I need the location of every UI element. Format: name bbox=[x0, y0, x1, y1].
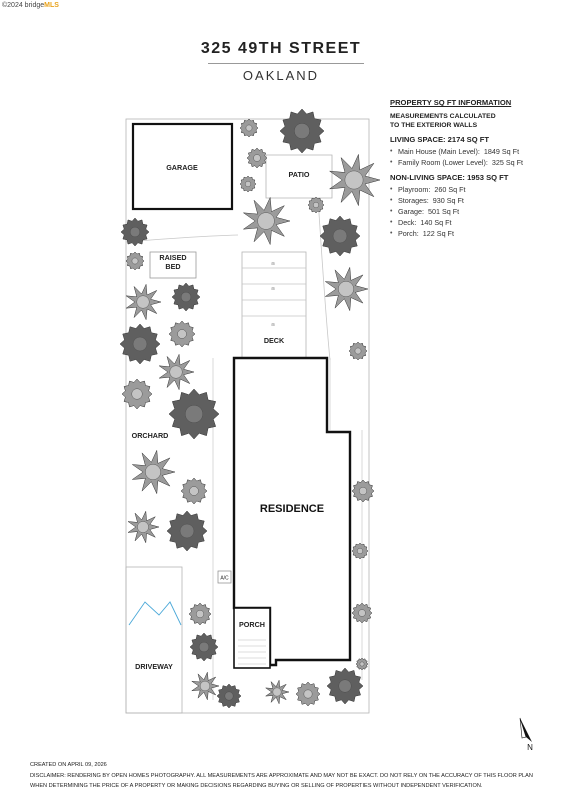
tree-icon bbox=[169, 321, 195, 347]
tree-icon bbox=[247, 148, 267, 168]
disclaimer-line-2: WHEN DETERMINING THE PRICE OF A PROPERTY OR MAKING DECISIONS REGARDING BUYING OR SELLING OF PROPERTIES WITHOUT INDEPENDENT VERIFICATION. bbox=[30, 783, 483, 789]
tree-icon bbox=[128, 511, 159, 543]
tree-icon bbox=[240, 119, 258, 137]
svg-text:⊞: ⊞ bbox=[271, 261, 275, 266]
tree-icon bbox=[132, 450, 175, 493]
tree-icon bbox=[330, 154, 380, 205]
page-title: 325 49TH STREET bbox=[200, 40, 362, 57]
watermark-logo: MLS bbox=[44, 2, 59, 9]
north-label: N bbox=[527, 743, 533, 752]
tree-icon bbox=[327, 668, 363, 704]
tree-icon bbox=[266, 680, 289, 704]
deck-label: DECK bbox=[263, 336, 285, 345]
patio-label: PATIO bbox=[288, 170, 310, 179]
tree-icon bbox=[172, 283, 200, 311]
driveway-outline bbox=[126, 567, 182, 713]
page-subtitle: OAKLAND bbox=[242, 68, 320, 83]
list-item: • Playroom: 260 Sq Ft bbox=[390, 184, 560, 195]
list-item: • Family Room (Lower Level): 325 Sq Ft bbox=[390, 157, 560, 168]
porch-outline bbox=[234, 608, 270, 668]
tree-icon bbox=[121, 218, 149, 246]
list-item: • Deck: 140 Sq Ft bbox=[390, 217, 560, 228]
tree-icon bbox=[159, 354, 194, 389]
living-space-title: LIVING SPACE: 2174 SQ FT bbox=[390, 135, 490, 144]
watermark-text: ©2024 bridge bbox=[2, 2, 45, 9]
list-item: • Storages: 930 Sq Ft bbox=[390, 195, 560, 206]
info-subheading: MEASUREMENTS CALCULATED TO THE EXTERIOR WALLS bbox=[390, 113, 496, 129]
tree-icon bbox=[325, 267, 368, 310]
ac-label: A/C bbox=[220, 575, 229, 582]
list-item: • Porch: 122 Sq Ft bbox=[390, 228, 560, 239]
tree-icon bbox=[192, 672, 219, 700]
tree-icon bbox=[243, 197, 290, 244]
tree-icon bbox=[352, 543, 368, 559]
list-item: • Main House (Main Level): 1849 Sq Ft bbox=[390, 146, 560, 157]
tree-icon bbox=[280, 109, 324, 153]
tree-icon bbox=[356, 658, 368, 670]
created-date: CREATED ON APRIL 09, 2026 bbox=[30, 762, 107, 768]
porch-label: PORCH bbox=[239, 620, 265, 629]
tree-icon bbox=[190, 633, 218, 661]
list-item: • Garage: 501 Sq Ft bbox=[390, 206, 560, 217]
raised-bed-label-2: BED bbox=[165, 262, 181, 271]
residence-label: RESIDENCE bbox=[259, 503, 325, 515]
tree-icon bbox=[349, 342, 367, 360]
tree-icon bbox=[320, 216, 360, 256]
tree-icon bbox=[217, 684, 241, 708]
garage-label: GARAGE bbox=[166, 163, 198, 172]
tree-icon bbox=[189, 603, 211, 625]
tree-icon bbox=[181, 478, 207, 504]
tree-icon bbox=[352, 480, 374, 502]
tree-icon bbox=[296, 682, 320, 706]
tree-icon bbox=[126, 284, 161, 319]
non-living-space-title: NON-LIVING SPACE: 1953 SQ FT bbox=[390, 173, 509, 182]
info-heading: PROPERTY SQ FT INFORMATION bbox=[390, 98, 512, 107]
tree-icon bbox=[122, 379, 152, 409]
tree-icon bbox=[167, 511, 207, 551]
raised-bed-label-1: RAISED bbox=[159, 253, 187, 262]
svg-text:⊞: ⊞ bbox=[271, 286, 275, 291]
tree-icon bbox=[308, 197, 324, 213]
driveway-label: DRIVEWAY bbox=[135, 662, 173, 671]
tree-icon bbox=[126, 252, 144, 270]
north-arrow-icon bbox=[520, 718, 533, 752]
tree-icon bbox=[240, 176, 256, 192]
disclaimer-line-1: DISCLAIMER: RENDERING BY OPEN HOMES PHOTOGRAPHY. ALL MEASUREMENTS ARE APPROXIMATE AND MAY NOT BE EXACT. DO NOT RELY ON THE ACCURACY OF THIS FLOOR PLAN bbox=[30, 773, 533, 779]
tree-icon bbox=[169, 389, 219, 439]
orchard-label: ORCHARD bbox=[131, 431, 169, 440]
svg-text:⊞: ⊞ bbox=[271, 322, 275, 327]
